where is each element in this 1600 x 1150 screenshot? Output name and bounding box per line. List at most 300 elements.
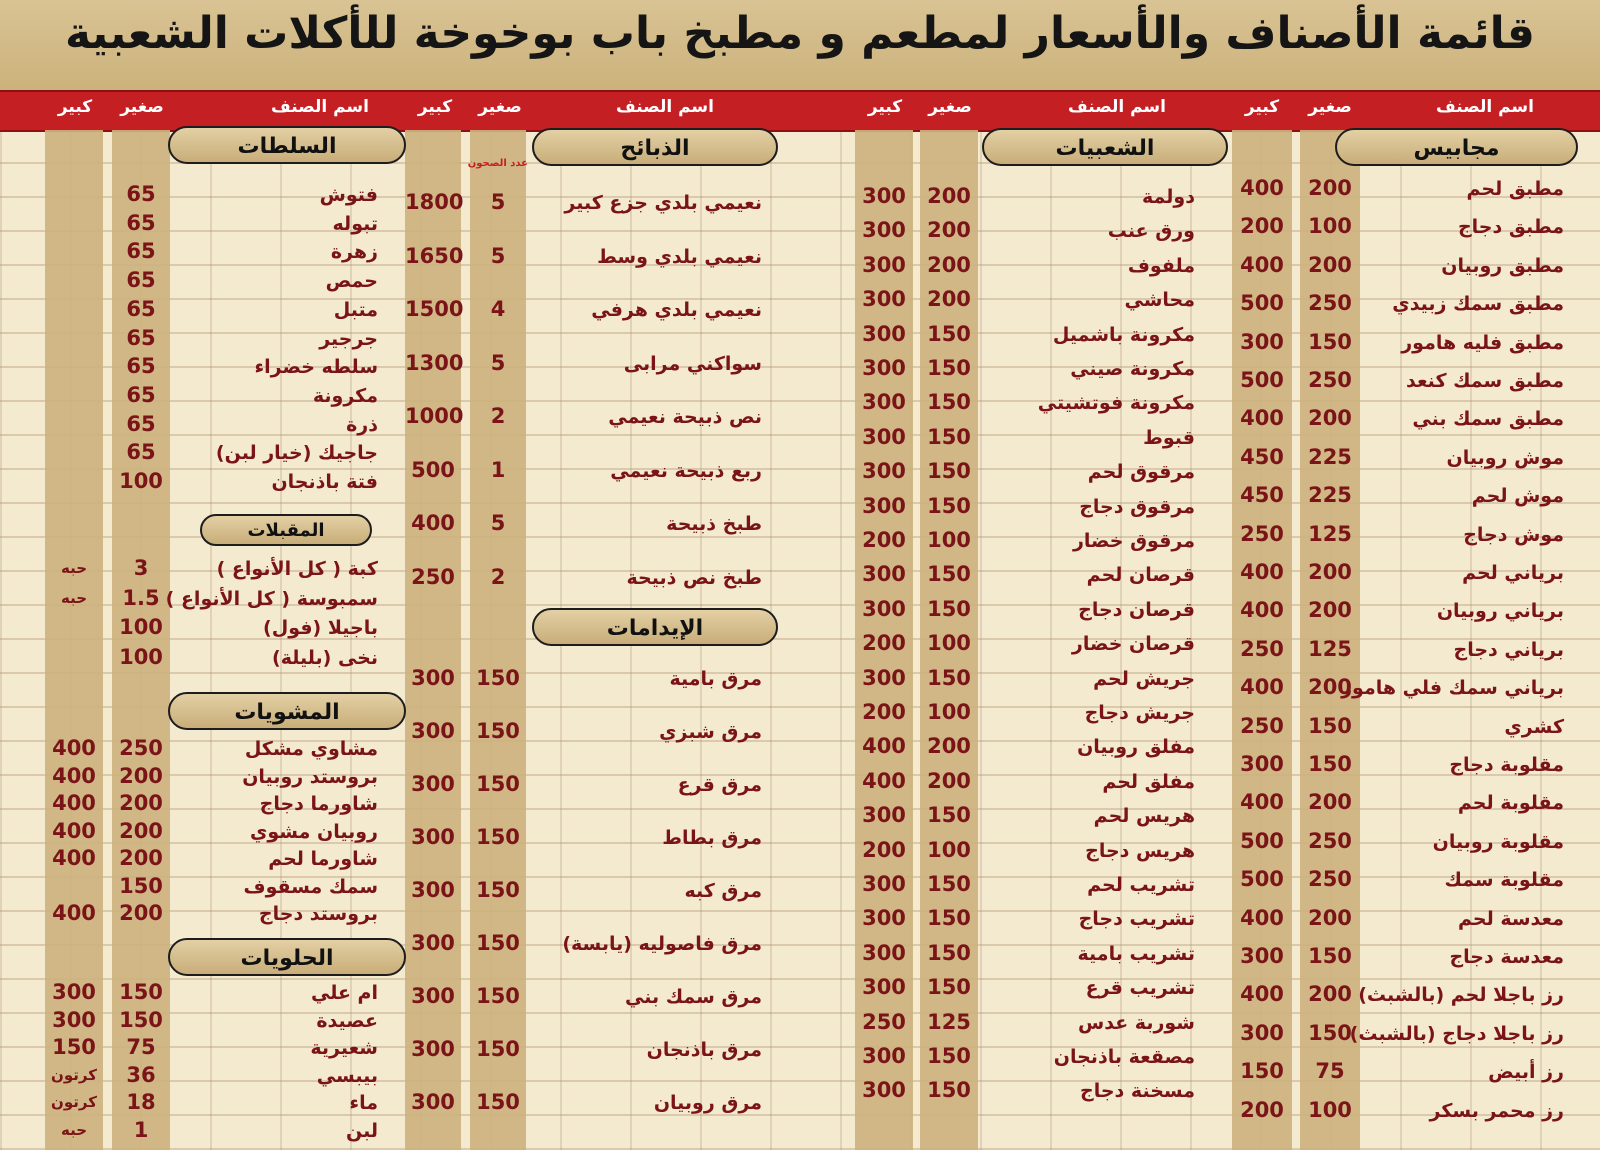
item-name: مقلوبة لحم — [1457, 792, 1564, 815]
price-large: 400 — [52, 818, 96, 843]
price-small: 200 — [1308, 905, 1352, 930]
price-large: 300 — [411, 666, 455, 690]
item-name: موش دجاج — [1463, 523, 1564, 546]
item-name: مطبق روبيان — [1441, 254, 1564, 277]
item-name: ام علي — [310, 982, 378, 1004]
price-small: 150 — [476, 719, 520, 743]
item-name: لبن — [346, 1119, 378, 1142]
item-name: قرصان لحم — [1086, 564, 1195, 587]
item-name: تشريب لحم — [1087, 874, 1195, 896]
price-large: 300 — [862, 596, 906, 621]
section-shaabiyat: الشعبيات — [982, 128, 1228, 166]
price-small: 2 — [490, 404, 506, 428]
menu-item-row — [0, 383, 1600, 413]
item-name: برياني روبيان — [1436, 600, 1564, 623]
menu-item-row — [0, 440, 1600, 470]
item-name: جريش لحم — [1093, 667, 1195, 690]
price-small: 150 — [927, 562, 971, 587]
price-large: 1800 — [405, 190, 464, 214]
item-name: برياني لحم — [1462, 562, 1564, 584]
price-large: 1500 — [405, 297, 464, 321]
menu-item-row — [0, 645, 1600, 675]
section-majabees: مجابيس — [1335, 128, 1578, 166]
menu-item-row — [0, 764, 1600, 794]
price-large: 400 — [1240, 790, 1284, 815]
price-small: 150 — [927, 665, 971, 690]
item-name: مطبق فليه هامور — [1401, 331, 1564, 354]
price-small: 100 — [1308, 214, 1352, 239]
menu-item-row — [0, 239, 1600, 269]
price-large: 300 — [862, 252, 906, 277]
price-large: 200 — [862, 700, 906, 724]
item-name: طبخ نص ذبيحة — [626, 566, 762, 589]
price-small: 150 — [476, 984, 520, 1008]
item-name: زهرة — [330, 241, 378, 264]
price-small: 200 — [1308, 675, 1352, 700]
item-name: مطبق سمك زبيدي — [1392, 293, 1564, 316]
price-small: 65 — [126, 182, 156, 206]
price-small: 1 — [133, 1117, 149, 1142]
price-large: 400 — [52, 901, 96, 925]
item-name: تشريب قرع — [1085, 977, 1195, 1000]
price-large: 300 — [411, 1090, 455, 1114]
price-small: 75 — [1315, 1059, 1345, 1084]
price-small: 100 — [119, 644, 163, 669]
header-name-col4: اسم الصنف — [271, 97, 369, 117]
menu-item-row — [0, 736, 1600, 766]
unit-label: حبه — [60, 1120, 88, 1139]
item-name: مطبق دجاج — [1457, 216, 1564, 239]
price-small: 200 — [1308, 560, 1352, 584]
item-name: جاجيك (خيار لبن) — [215, 442, 378, 465]
item-name: مرقوق دجاج — [1079, 495, 1195, 518]
item-name: جرجير — [319, 327, 378, 350]
menu-item-row — [0, 819, 1600, 849]
price-large: 400 — [411, 511, 455, 535]
price-small: 75 — [126, 1035, 156, 1059]
price-large: 300 — [862, 562, 906, 587]
item-name: بروستد دجاج — [258, 903, 378, 925]
item-name: فتوش — [319, 184, 378, 206]
price-small: 200 — [1308, 598, 1352, 623]
price-large: 400 — [52, 763, 96, 788]
price-small: 200 — [1308, 982, 1352, 1007]
section-salads: السلطات — [168, 126, 406, 164]
header-large-col1: كبير — [1244, 97, 1280, 117]
price-large: 300 — [862, 803, 906, 828]
menu-item-row — [0, 469, 1600, 499]
price-small: 65 — [126, 354, 156, 379]
price-large: 500 — [1240, 291, 1284, 316]
price-small: 250 — [1308, 291, 1352, 316]
price-small: 250 — [1308, 368, 1352, 392]
price-small: 200 — [119, 846, 163, 870]
item-name: محاشي — [1124, 289, 1195, 312]
price-small: 150 — [476, 1037, 520, 1061]
price-large: 300 — [862, 184, 906, 208]
price-small: 250 — [1308, 828, 1352, 853]
price-large: 400 — [1240, 252, 1284, 277]
item-name: دولمة — [1142, 186, 1195, 208]
item-name: شاورما دجاج — [259, 793, 378, 815]
price-large: 300 — [1240, 752, 1284, 776]
price-small: 150 — [1308, 713, 1352, 738]
item-name: نعيمي بلدي جزع كبير — [564, 192, 762, 214]
price-small: 65 — [126, 239, 156, 264]
menu-item-row — [0, 586, 1600, 616]
item-name: رز باجلا دجاج (بالشبث) — [1349, 1022, 1564, 1045]
price-large: 250 — [1240, 521, 1284, 546]
price-small: 150 — [927, 424, 971, 449]
price-small: 65 — [126, 382, 156, 407]
unit-label: حبه — [60, 559, 88, 577]
price-small: 150 — [476, 666, 520, 690]
price-small: 150 — [476, 1090, 520, 1114]
price-small: 100 — [927, 631, 971, 656]
price-large: 150 — [52, 1035, 96, 1059]
price-small: 125 — [1308, 521, 1352, 546]
item-name: مرق بامية — [669, 668, 762, 690]
item-name: ماء — [349, 1092, 378, 1114]
price-large: 250 — [1240, 636, 1284, 661]
price-large: 200 — [862, 528, 906, 552]
header-name-col1: اسم الصنف — [1436, 97, 1534, 117]
item-name: مكرونة فوتشيتي — [1037, 392, 1195, 415]
item-name: مقلوبة دجاج — [1449, 754, 1564, 776]
price-large: 200 — [862, 631, 906, 656]
price-large: 300 — [411, 719, 455, 743]
price-small: 65 — [126, 411, 156, 436]
price-large: 450 — [1240, 444, 1284, 469]
item-name: مكرونة صيني — [1070, 358, 1195, 380]
header-large-col4: كبير — [57, 97, 93, 117]
price-large: 300 — [862, 872, 906, 896]
price-large: 300 — [862, 424, 906, 449]
header-small-col3: صغير — [478, 97, 522, 117]
price-small: 200 — [1308, 406, 1352, 431]
price-small: 200 — [927, 184, 971, 208]
price-large: 300 — [411, 825, 455, 849]
item-name: مطبق لحم — [1466, 178, 1564, 200]
price-small: 100 — [1308, 1097, 1352, 1122]
header-small-col1: صغير — [1308, 97, 1352, 117]
section-desserts: الحلويات — [168, 938, 406, 976]
price-small: 150 — [1308, 1020, 1352, 1045]
price-small: 65 — [126, 325, 156, 350]
price-large: 250 — [411, 564, 455, 589]
price-large: 300 — [1240, 1020, 1284, 1045]
item-name: حمص — [325, 270, 378, 293]
header-small-col4: صغير — [120, 97, 164, 117]
item-name: مقلوبة روبيان — [1432, 830, 1564, 853]
price-large: 300 — [1240, 329, 1284, 354]
item-name: نخى (بليلة) — [272, 646, 378, 669]
price-small: 200 — [927, 252, 971, 277]
unit-label: كرتون — [51, 1093, 97, 1111]
price-small: 150 — [119, 1007, 163, 1032]
section-appetizers: المقبلات — [200, 514, 372, 546]
price-small: 65 — [126, 210, 156, 235]
price-small: 200 — [119, 763, 163, 788]
price-small: 200 — [1308, 790, 1352, 815]
menu-item-row — [0, 211, 1600, 241]
menu-item-row — [0, 354, 1600, 384]
page-title: قائمة الأصناف والأسعار لمطعم و مطبخ باب بوخوخة للأكلات الشعبية — [64, 8, 1535, 59]
menu-item-row — [0, 1035, 1600, 1065]
item-name: مرق بطاط — [662, 827, 762, 849]
price-large: 500 — [411, 457, 455, 482]
price-large: 450 — [1240, 483, 1284, 508]
price-small: 150 — [927, 975, 971, 1000]
price-large: 300 — [862, 906, 906, 931]
item-name: مطبق سمك كنعد — [1405, 370, 1564, 392]
price-large: 300 — [862, 493, 906, 518]
header-name-col2: اسم الصنف — [1068, 97, 1166, 117]
item-name: مسخنة دجاج — [1080, 1080, 1195, 1103]
price-small: 250 — [119, 736, 163, 760]
item-name: سمبوسة ( كل الأنواع ) — [165, 587, 378, 610]
menu-item-row — [0, 1063, 1600, 1093]
price-large: 200 — [862, 837, 906, 862]
menu-item-row — [0, 931, 1600, 961]
item-name: فتة باذنجان — [271, 471, 378, 493]
price-small: 5 — [490, 190, 506, 214]
item-name: شاورما لحم — [268, 848, 378, 870]
item-name: مطبق سمك بني — [1412, 408, 1564, 431]
item-name: مرقوق خضار — [1072, 530, 1195, 552]
price-small: 150 — [927, 356, 971, 380]
price-small: 100 — [119, 469, 163, 493]
price-large: 300 — [862, 975, 906, 1000]
price-small: 150 — [119, 980, 163, 1004]
price-small: 150 — [927, 493, 971, 518]
price-large: 300 — [411, 984, 455, 1008]
unit-label: حبه — [60, 588, 88, 607]
price-large: 300 — [862, 1044, 906, 1068]
menu-item-row — [0, 846, 1600, 876]
price-small: 200 — [927, 768, 971, 793]
item-name: معدسة دجاج — [1449, 946, 1564, 968]
price-large: 150 — [1240, 1059, 1284, 1084]
item-name: تبوله — [332, 212, 378, 235]
price-large: 300 — [411, 772, 455, 796]
price-large: 1300 — [405, 350, 464, 375]
item-name: عصيدة — [316, 1009, 378, 1032]
price-small: 2 — [490, 564, 506, 589]
item-name: مرق قرع — [677, 774, 762, 796]
price-small: 225 — [1308, 483, 1352, 508]
price-large: 400 — [1240, 675, 1284, 700]
price-large: 400 — [52, 791, 96, 815]
price-large: 300 — [862, 390, 906, 415]
price-small: 150 — [927, 803, 971, 828]
item-name: مرق شبزي — [659, 721, 762, 743]
item-name: موش روبيان — [1446, 446, 1564, 469]
price-small: 200 — [927, 218, 971, 243]
section-thabaeh: الذبائح — [532, 128, 778, 166]
price-large: 300 — [862, 459, 906, 484]
item-name: نص ذبيحة نعيمي — [608, 406, 762, 428]
price-small: 150 — [1308, 944, 1352, 968]
item-name: طبخ ذبيحة — [666, 513, 762, 535]
price-small: 150 — [476, 931, 520, 955]
item-name: رز باجلا لحم (بالشبث) — [1358, 984, 1564, 1007]
section-grills: المشويات — [168, 692, 406, 730]
item-name: قرصان خضار — [1071, 633, 1195, 656]
price-large: 400 — [1240, 406, 1284, 431]
item-name: سمك مسقوف — [243, 875, 378, 898]
price-small: 150 — [927, 390, 971, 415]
price-small: 5 — [490, 511, 506, 535]
price-small: 150 — [927, 872, 971, 896]
item-name: ملفوف — [1127, 254, 1195, 277]
price-large: 400 — [52, 736, 96, 760]
price-small: 1.5 — [122, 585, 160, 610]
price-small: 125 — [1308, 636, 1352, 661]
price-large: 300 — [862, 218, 906, 243]
item-name: مرقوق لحم — [1087, 461, 1195, 484]
price-small: 225 — [1308, 444, 1352, 469]
item-name: رز أبيض — [1488, 1061, 1564, 1084]
item-name: مشاوي مشكل — [244, 738, 378, 760]
item-name: كشري — [1504, 715, 1564, 738]
menu-item-row — [0, 980, 1600, 1010]
menu-item-row — [0, 1118, 1600, 1148]
price-small: 200 — [1308, 252, 1352, 277]
price-large: 300 — [862, 321, 906, 346]
plates-count-note: عدد الصحون — [467, 158, 528, 169]
price-small: 150 — [1308, 329, 1352, 354]
price-small: 200 — [119, 901, 163, 925]
item-name: متبل — [333, 298, 378, 321]
item-name: روبيان مشوي — [249, 820, 378, 843]
menu-item-row — [0, 297, 1600, 327]
price-small: 4 — [490, 297, 506, 321]
item-name: مفلق لحم — [1102, 770, 1195, 793]
item-name: ورق عنب — [1107, 220, 1195, 243]
price-large: 300 — [862, 287, 906, 312]
price-large: 400 — [862, 768, 906, 793]
item-name: ذرة — [346, 413, 378, 436]
item-name: بروستد روبيان — [242, 765, 378, 788]
price-small: 65 — [126, 440, 156, 465]
price-small: 100 — [927, 528, 971, 552]
price-small: 5 — [490, 243, 506, 268]
price-small: 150 — [119, 873, 163, 898]
menu-item-row — [0, 323, 1600, 356]
item-name: برياني سمك فلي هامور — [1341, 677, 1564, 700]
price-small: 150 — [927, 906, 971, 931]
price-large: 500 — [1240, 867, 1284, 892]
price-small: 150 — [927, 321, 971, 346]
menu-item-row — [0, 511, 1600, 541]
item-name: مكرونة — [312, 384, 378, 407]
price-small: 100 — [927, 700, 971, 724]
price-large: 1650 — [405, 243, 464, 268]
price-small: 18 — [126, 1090, 156, 1114]
item-name: مرق روبيان — [653, 1092, 762, 1114]
price-small: 150 — [1308, 752, 1352, 776]
price-large: 300 — [1240, 944, 1284, 968]
price-large: 200 — [1240, 214, 1284, 239]
price-small: 150 — [927, 596, 971, 621]
item-name: مرق باذنجان — [646, 1039, 762, 1061]
price-large: 400 — [1240, 982, 1284, 1007]
price-large: 400 — [1240, 905, 1284, 930]
menu-item-row — [0, 791, 1600, 821]
price-large: 400 — [862, 734, 906, 759]
price-small: 200 — [119, 791, 163, 815]
item-name: مرق سمك بني — [624, 986, 762, 1008]
item-name: نعيمي بلدي هرفي — [591, 299, 762, 321]
price-small: 200 — [927, 734, 971, 759]
menu-item-row — [0, 615, 1600, 645]
item-name: قرصان دجاج — [1078, 598, 1195, 621]
price-large: 300 — [862, 356, 906, 380]
header-large-col2: كبير — [867, 97, 903, 117]
menu-item-row — [0, 268, 1600, 298]
unit-label: كرتون — [51, 1065, 97, 1084]
item-name: تشريب بامية — [1077, 942, 1195, 965]
section-idamat: الإيدامات — [532, 608, 778, 646]
menu-item-row — [0, 901, 1600, 931]
price-small: 150 — [927, 1044, 971, 1068]
price-large: 500 — [1240, 368, 1284, 392]
price-large: 300 — [411, 1037, 455, 1061]
menu-item-row — [0, 1008, 1600, 1038]
price-large: 300 — [411, 878, 455, 902]
price-large: 400 — [52, 846, 96, 870]
price-large: 400 — [1240, 176, 1284, 200]
price-large: 250 — [862, 1009, 906, 1034]
item-name: شوربة عدس — [1078, 1011, 1195, 1034]
price-small: 150 — [476, 825, 520, 849]
price-large: 300 — [862, 940, 906, 965]
item-name: هريس لحم — [1093, 805, 1195, 828]
price-small: 100 — [119, 615, 163, 639]
item-name: مقلوبة سمك — [1444, 869, 1564, 892]
menu-item-row — [0, 182, 1600, 212]
price-small: 200 — [927, 287, 971, 312]
price-large: 300 — [52, 980, 96, 1004]
header-small-col2: صغير — [928, 97, 972, 117]
price-large: 300 — [411, 931, 455, 955]
price-small: 5 — [490, 350, 506, 375]
price-large: 300 — [862, 1078, 906, 1103]
item-name: ربع ذبيحة نعيمي — [610, 459, 762, 482]
item-name: نعيمي بلدي وسط — [597, 245, 762, 268]
item-name: مكرونة باشميل — [1052, 323, 1195, 346]
price-small: 150 — [927, 940, 971, 965]
menu-item-row — [0, 1090, 1600, 1120]
item-name: بيبسي — [316, 1064, 378, 1087]
price-small: 150 — [927, 459, 971, 484]
item-name: شعيرية — [310, 1037, 378, 1059]
item-name: رز محمر بسكر — [1429, 1099, 1564, 1122]
price-large: 300 — [862, 665, 906, 690]
item-name: مفلق روبيان — [1077, 736, 1195, 759]
item-name: جريش دجاج — [1084, 702, 1195, 724]
item-name: تشريب دجاج — [1078, 908, 1195, 931]
price-small: 200 — [1308, 176, 1352, 200]
header-large-col3: كبير — [417, 97, 453, 117]
price-small: 1 — [490, 457, 506, 482]
item-name: سواكني مرابى — [623, 352, 762, 375]
item-name: مرق فاصوليه (يابسة) — [562, 933, 762, 955]
price-small: 150 — [476, 878, 520, 902]
price-large: 200 — [1240, 1097, 1284, 1122]
item-name: باجيلا (فول) — [263, 617, 378, 639]
